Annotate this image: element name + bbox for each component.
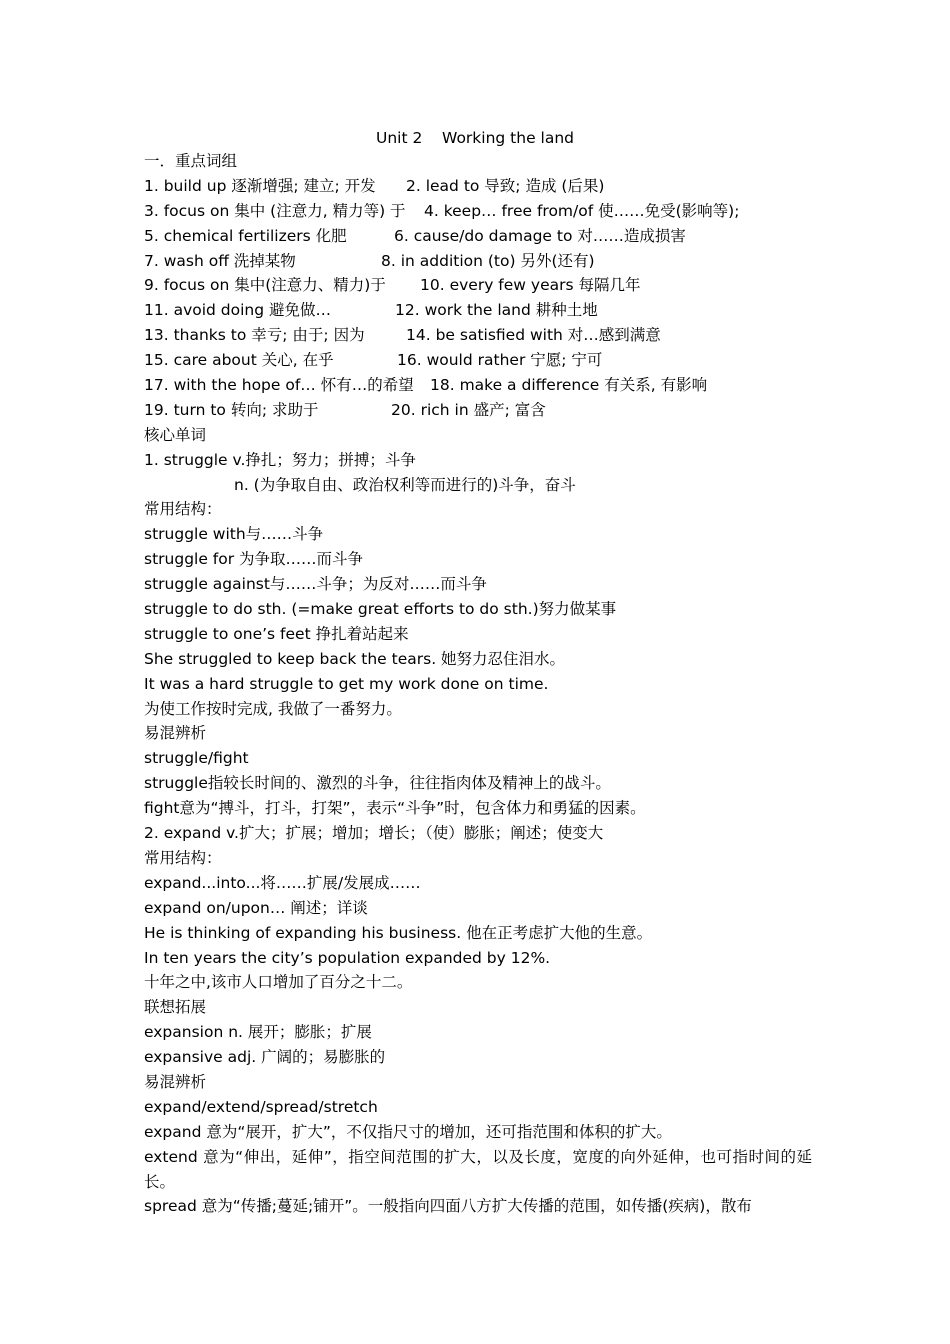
structure-item: struggle for 为争取……而斗争 (144, 550, 364, 569)
phrase-row (144, 298, 812, 323)
phrase-item: 18. make a difference 有关系, 有影响 (430, 376, 708, 395)
phrase-row (144, 373, 812, 398)
phrase-item: 5. chemical fertilizers 化肥 (144, 226, 347, 245)
association-heading: 联想拓展 (144, 998, 207, 1017)
example-translation: 十年之中,该市人口增加了百分之十二。 (144, 973, 413, 992)
phrase-item: 10. every few years 每隔几年 (420, 276, 641, 295)
example-sentence: It was a hard struggle to get my work done on time. (144, 674, 549, 693)
phrase-item: 12. work the land 耕种土地 (395, 301, 598, 320)
word-entry-expand: 2. expand v.扩大；扩展；增加；增长；（使）膨胀；阐述；使变大 (144, 824, 604, 843)
example-sentence: She struggled to keep back the tears. 她努力忍住泪水。 (144, 649, 566, 668)
phrase-item: 16. would rather 宁愿; 宁可 (397, 351, 603, 370)
confusion-group: expand/extend/spread/stretch (144, 1097, 378, 1116)
phrase-item: 19. turn to 转向; 求助于 (144, 400, 319, 419)
structure-item: expand on/upon… 阐述；详谈 (144, 898, 368, 917)
phrase-item: 4. keep… free from/of 使……免受(影响等); (424, 201, 740, 220)
phrase-row (144, 398, 812, 423)
example-sentence: In ten years the city’s population expanded by 12%. (144, 948, 551, 967)
phrase-item: 6. cause/do damage to 对……造成损害 (394, 226, 686, 245)
document-body (144, 149, 812, 1219)
confusion-pair: struggle/fight (144, 749, 249, 768)
phrase-row (144, 199, 812, 224)
unit-title: Unit 2 Working the land (375, 129, 575, 147)
phrase-item: 8. in addition (to) 另外(还有) (381, 251, 595, 270)
phrase-item: 13. thanks to 幸亏; 由于; 因为 (144, 326, 365, 345)
phrase-item: 1. build up 逐渐增强; 建立; 开发 (144, 176, 376, 195)
structure-item: expand...into...将……扩展/发展成…… (144, 873, 421, 892)
confusion-note: fight意为“搏斗，打斗，打架”，表示“斗争”时，包含体力和勇猛的因素。 (144, 799, 646, 818)
phrase-item: 14. be satisfied with 对…感到满意 (406, 326, 661, 345)
derived-word: expansive adj. 广阔的；易膨胀的 (144, 1048, 386, 1067)
phrase-row (144, 174, 812, 199)
structure-heading: 常用结构： (144, 500, 222, 519)
confusion-note: extend 意为“伸出，延伸”，指空间范围的扩大，以及长度，宽度的向外延伸，也可指时间的延长。 (144, 1147, 812, 1191)
phrase-row (144, 273, 812, 298)
confusion-heading: 易混辨析 (144, 724, 207, 743)
phrase-item: 9. focus on 集中(注意力、精力)于 (144, 276, 386, 295)
phrase-item: 2. lead to 导致; 造成 (后果) (406, 176, 605, 195)
phrase-item: 11. avoid doing 避免做… (144, 301, 332, 320)
structure-heading: 常用结构： (144, 848, 222, 867)
confusion-heading: 易混辨析 (144, 1072, 207, 1091)
phrase-item: 17. with the hope of… 怀有…的希望 (144, 376, 414, 395)
structure-item: struggle with与……斗争 (144, 525, 324, 544)
section-heading-phrases: 一．重点词组 (144, 152, 238, 170)
structure-item: struggle to one’s feet 挣扎着站起来 (144, 624, 409, 643)
derived-word: expansion n. 展开；膨胀；扩展 (144, 1023, 372, 1042)
phrase-row (144, 348, 812, 373)
phrase-item: 20. rich in 盛产; 富含 (391, 400, 546, 419)
structure-item: struggle against与……斗争；为反对……而斗争 (144, 575, 487, 594)
phrase-row (144, 323, 812, 348)
confusion-note: struggle指较长时间的、激烈的斗争，往往指肉体及精神上的战斗。 (144, 774, 611, 793)
example-translation: 为使工作按时完成, 我做了一番努力。 (144, 699, 402, 718)
section-heading-core-words: 核心单词 (144, 425, 207, 444)
phrase-item: 3. focus on 集中 (注意力, 精力等) 于 (144, 201, 406, 220)
confusion-note: spread 意为“传播;蔓延;铺开”。一般指向四面八方扩大传播的范围，如传播(疾病)，散布 (144, 1197, 752, 1216)
phrase-item: 7. wash off 洗掉某物 (144, 251, 296, 270)
phrase-item: 15. care about 关心, 在乎 (144, 351, 334, 370)
phrase-row (144, 249, 812, 274)
word-entry-struggle: 1. struggle v.挣扎；努力；拼搏；斗争 (144, 450, 416, 469)
phrase-row (144, 224, 812, 249)
confusion-note: expand 意为“展开，扩大”，不仅指尺寸的增加，还可指范围和体积的扩大。 (144, 1122, 672, 1141)
example-sentence: He is thinking of expanding his business. 他在正考虑扩大他的生意。 (144, 923, 653, 942)
structure-item: struggle to do sth. (=make great efforts to do sth.)努力做某事 (144, 600, 617, 619)
word-definition-noun: n. (为争取自由、政治权利等而进行的)斗争，奋斗 (234, 475, 576, 494)
